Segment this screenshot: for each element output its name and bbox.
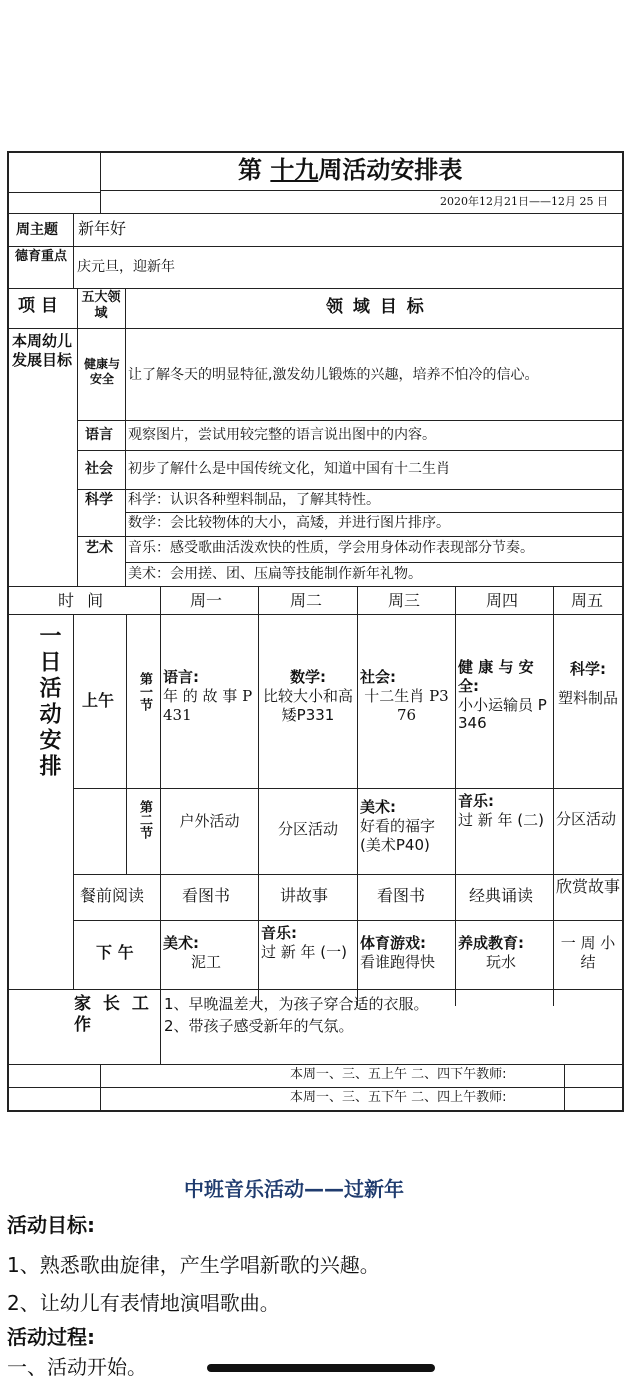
day-fri: 周五 [571,591,604,610]
domain-name-social: 社会 [85,461,113,477]
day-thu: 周四 [486,591,519,610]
afternoon-thu: 养成教育: 玩水 [458,934,524,971]
daily-schedule-label: 一日活动安排 [36,624,61,780]
period2-tue: 分区活动 [277,820,338,838]
domain-name-science: 科学 [85,492,113,508]
domain-goal-health: 让了解冬天的明显特征,激发幼儿锻炼的兴趣，培养不怕冷的信心。 [128,367,539,383]
table-border-right [622,151,624,1112]
period2-label: 第二节 [137,800,152,839]
table-title: 第 十九周活动安排表 [238,156,463,184]
afternoon-wed: 体育游戏: 看谁跑得快 [360,934,436,971]
time-label: 时 间 [58,591,108,610]
goal-item-1: 1、熟悉歌曲旋律，产生学唱新歌的兴趣。 [7,1253,380,1277]
table-border-bottom [7,1110,624,1112]
domain-goal-music: 音乐：感受歌曲活泼欢快的性质，学会用身体动作表现部分节奏。 [128,540,534,556]
teacher-line-1: 本周一、三、五上午 二、四下午教师: [290,1067,507,1082]
afternoon-label: 下 午 [96,943,134,962]
period1-label: 第一节 [137,672,152,711]
process-label: 活动过程: [7,1325,95,1349]
day-wed: 周三 [388,591,421,610]
period1-tue: 数学: 比较大小和高矮P331 [262,668,353,724]
domain-goal-fine-art: 美术：会用搓、团、压扁等技能制作新年礼物。 [128,566,422,582]
goal-item-2: 2、让幼儿有表情地演唱歌曲。 [7,1291,280,1315]
goals-label: 活动目标: [7,1213,95,1237]
parent-item-2: 2、带孩子感受新年的气氛。 [164,1017,354,1035]
moral-label: 德育重点 [14,249,67,264]
table-border-left [7,151,9,1112]
home-indicator[interactable] [207,1364,435,1372]
period2-fri: 分区活动 [556,810,617,828]
day-tue: 周二 [290,591,323,610]
item-label: 项 目 [18,296,58,316]
period2-wed: 美术: 好看的福字(美术P40) [360,798,436,854]
domain-name-language: 语言 [85,427,113,443]
afternoon-tue: 音乐: 过 新 年 (一) [261,924,348,961]
five-domains-label: 五大领域 [81,290,121,322]
domain-name-health: 健康与安全 [83,357,120,386]
period1-wed: 社会: 十二生肖 P376 [360,668,449,724]
theme-value: 新年好 [78,219,127,238]
premeal-tue: 讲故事 [280,886,329,905]
premeal-wed: 看图书 [377,886,426,905]
afternoon-fri: 一 周 小 结 [560,934,616,971]
premeal-thu: 经典诵读 [469,886,534,905]
dev-goal-label: 本周幼儿发展目标 [12,332,73,369]
domain-goal-science: 科学：认识各种塑料制品，了解其特性。 [128,492,380,508]
parent-item-1: 1、早晚温差大，为孩子穿合适的衣服。 [164,995,429,1013]
domain-goal-label: 领 域 目 标 [326,297,426,317]
period1-mon: 语言: 年 的 故 事 P431 [163,668,253,724]
period2-thu: 音乐: 过 新 年 (二) [458,792,545,829]
premeal-label: 餐前阅读 [80,886,145,905]
process-item-1: 一、活动开始。 [7,1355,147,1379]
period2-mon: 户外活动 [179,812,240,830]
premeal-fri: 欣赏故事 [556,877,621,896]
domain-goal-language: 观察图片，尝试用较完整的语言说出图中的内容。 [128,427,436,443]
period1-fri: 科学: 塑料制品 [557,660,618,707]
domain-goal-math: 数学：会比较物体的大小，高矮，并进行图片排序。 [128,515,450,531]
teacher-line-2: 本周一、三、五下午 二、四上午教师: [290,1090,507,1105]
moral-value: 庆元旦，迎新年 [77,259,175,275]
premeal-mon: 看图书 [182,886,231,905]
domain-name-art: 艺术 [85,540,113,556]
parent-work-label: 家 长 工 作 [74,994,152,1036]
domain-goal-social: 初步了解什么是中国传统文化，知道中国有十二生肖 [128,461,450,477]
period1-thu: 健 康 与 安 全: 小小运输员 P346 [458,658,547,733]
date-range: 2020年12月21日——12月 25 日 [440,195,608,208]
day-mon: 周一 [190,591,223,610]
afternoon-mon: 美术: 泥工 [163,934,222,971]
theme-label: 周主题 [16,222,58,238]
article-heading: 中班音乐活动——过新年 [184,1177,404,1201]
morning-label: 上午 [82,691,115,710]
